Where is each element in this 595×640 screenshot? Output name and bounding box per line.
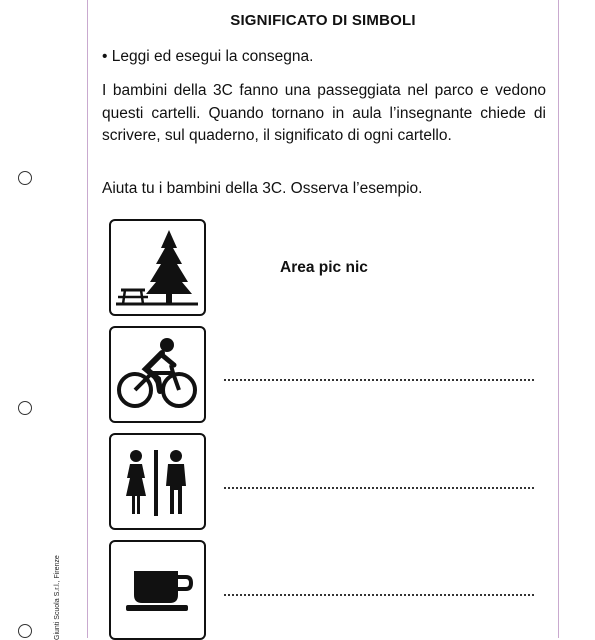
binder-hole xyxy=(18,624,32,638)
restroom-icon xyxy=(116,440,198,522)
sign-restroom xyxy=(109,433,206,530)
answer-line[interactable] xyxy=(224,594,534,596)
binder-hole xyxy=(18,171,32,185)
page-title: SIGNIFICATO DI SIMBOLI xyxy=(230,12,416,29)
sign-picnic xyxy=(109,219,206,316)
instruction-text: • Leggi ed esegui la consegna. xyxy=(102,48,314,65)
cafe-icon xyxy=(116,547,198,629)
answer-line[interactable] xyxy=(224,379,534,381)
sign-cyclist xyxy=(109,326,206,423)
answer-line[interactable] xyxy=(224,487,534,489)
exercise-prompt: Aiuta tu i bambini della 3C. Osserva l’esempio. xyxy=(102,180,423,197)
picnic-area-icon xyxy=(116,226,198,308)
sign-answer: Area pic nic xyxy=(280,259,368,276)
publisher-credit: Giunti Scuola S.r.l., Firenze xyxy=(54,555,61,640)
binder-hole xyxy=(18,401,32,415)
cyclist-icon xyxy=(116,333,198,415)
exercise-paragraph: I bambini della 3C fanno una passeggiata nel parco e vedono questi cartelli. Quando tornano in aula l’insegnante chiede di scrivere, sul quaderno, il significato di ogni cartello. xyxy=(102,82,546,144)
sign-cafe xyxy=(109,540,206,640)
